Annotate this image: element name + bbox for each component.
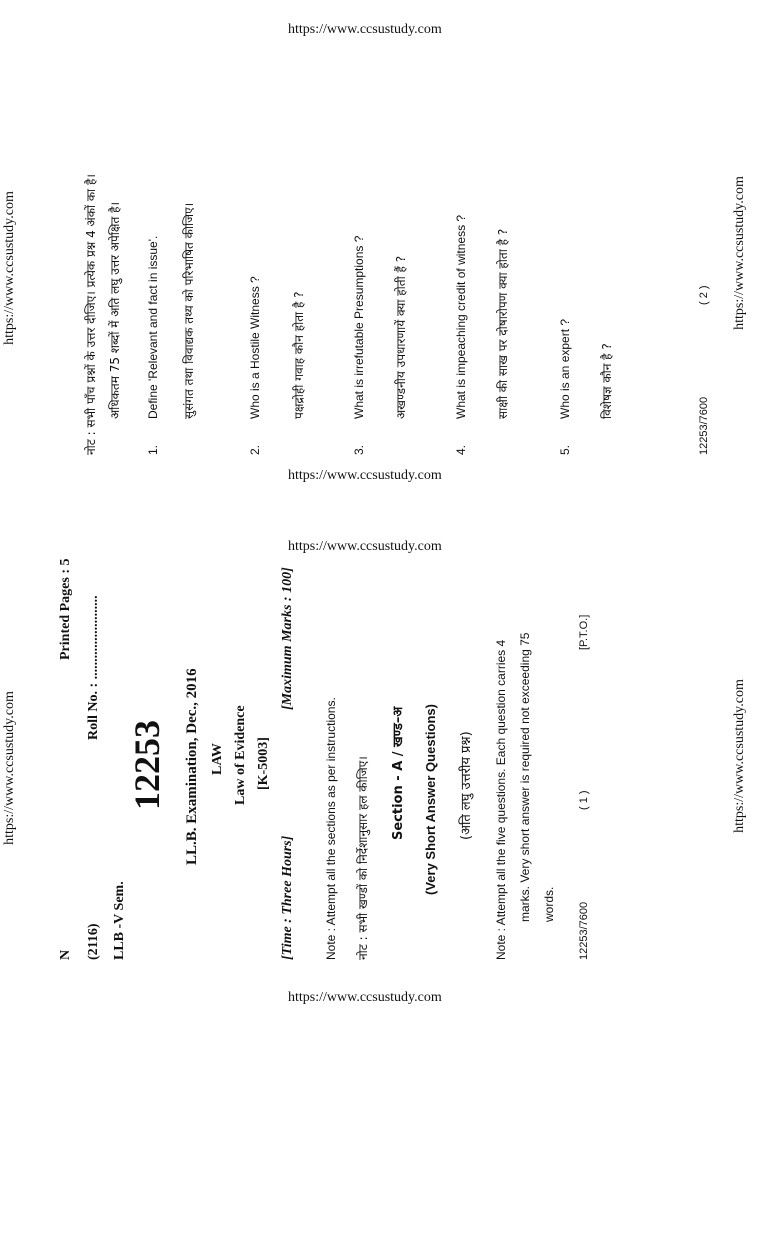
q5-hi: विशेषज्ञ कौन है ? bbox=[600, 343, 614, 419]
footer-page-1: ( 1 ) bbox=[578, 790, 590, 810]
section-title: Section - A / खण्ड–अ bbox=[391, 706, 406, 840]
paper-code: (2116) bbox=[86, 923, 101, 960]
q3-hi: अखण्डनीय उपधारणायें क्या होती हैं ? bbox=[394, 255, 408, 419]
roll-no: Roll No. : ........................ bbox=[86, 595, 101, 740]
footer-code-1: 12253/7600 bbox=[578, 901, 590, 960]
note-line1: नोट : सभी पाँच प्रश्नों के उत्तर दीजिए। प्रत्येक प्रश्न 4 अंकों का है। bbox=[84, 174, 98, 455]
q1-number: 1. bbox=[146, 444, 160, 455]
q2-en: Who is a Hostile Witness ? bbox=[248, 276, 262, 419]
note-line2: अधिकतम 75 शब्दों में अति लघु उत्तर अपेक्षित है। bbox=[108, 201, 122, 419]
section-subtitle-hi: (अति लघु उत्तरीय प्रश्न) bbox=[459, 731, 474, 840]
watermark-bottom: https://www.ccsustudy.com bbox=[288, 990, 442, 1005]
paper-number: 12253 bbox=[127, 720, 167, 810]
exam-title: LL.B. Examination, Dec., 2016 bbox=[184, 668, 200, 865]
note2-line2: marks. Very short answer is required not exceeding 75 bbox=[518, 632, 532, 922]
subject: LAW bbox=[210, 743, 225, 775]
q2-hi: पक्षद्रोही गवाह कौन होता है ? bbox=[292, 291, 306, 419]
watermark-middle-1: https://www.ccsustudy.com bbox=[288, 468, 442, 483]
semester: LLB -V Sem. bbox=[112, 881, 127, 960]
q3-number: 3. bbox=[352, 444, 366, 455]
watermark-vertical-left-bottom: https://www.ccsustudy.com bbox=[1, 691, 17, 845]
note2-line3: words. bbox=[542, 886, 556, 922]
watermark-vertical-left-top: https://www.ccsustudy.com bbox=[1, 191, 17, 345]
exam-code: N bbox=[58, 949, 73, 960]
paper-id: [K-5003] bbox=[256, 737, 271, 790]
watermark-top: https://www.ccsustudy.com bbox=[288, 22, 442, 37]
q1-hi: सुसंगत तथा विवाद्यक तथ्य को परिभाषित कीजिए। bbox=[182, 202, 196, 419]
q1-en: Define 'Relevant and fact in issue'. bbox=[146, 235, 160, 419]
watermark-middle-2: https://www.ccsustudy.com bbox=[288, 539, 442, 554]
note2-line1: Note : Attempt all the five questions. Each question carries 4 bbox=[494, 639, 508, 960]
q5-en: Who is an expert ? bbox=[558, 318, 572, 419]
footer-page-2: ( 2 ) bbox=[698, 285, 710, 305]
page-1-content bbox=[58, 540, 698, 960]
watermark-vertical-right-bottom: https://www.ccsustudy.com bbox=[731, 679, 747, 833]
note-en: Note : Attempt all the sections as per instructions. bbox=[324, 697, 338, 960]
time: [Time : Three Hours] bbox=[280, 835, 295, 960]
printed-pages: Printed Pages : 5 bbox=[58, 558, 73, 660]
footer-pto: [P.T.O.] bbox=[578, 614, 590, 650]
paper-name: Law of Evidence bbox=[233, 705, 248, 805]
q3-en: What is irrefutable Presumptions ? bbox=[352, 235, 366, 419]
q5-number: 5. bbox=[558, 444, 572, 455]
q4-en: What is impeaching credit of witness ? bbox=[454, 214, 468, 419]
q4-number: 4. bbox=[454, 444, 468, 455]
max-marks: [Maximum Marks : 100] bbox=[280, 567, 295, 710]
q4-hi: साक्षी की साख पर दोषारोपण क्या होता है ? bbox=[496, 228, 510, 419]
watermark-vertical-right-top: https://www.ccsustudy.com bbox=[731, 176, 747, 330]
note-hi: नोट : सभी खण्डों को निर्देशानुसार हल कीजिए। bbox=[356, 756, 370, 960]
page-2-content bbox=[82, 35, 722, 455]
q2-number: 2. bbox=[248, 444, 262, 455]
section-subtitle-en: (Very Short Answer Questions) bbox=[423, 704, 438, 895]
footer-code-2: 12253/7600 bbox=[698, 396, 710, 455]
